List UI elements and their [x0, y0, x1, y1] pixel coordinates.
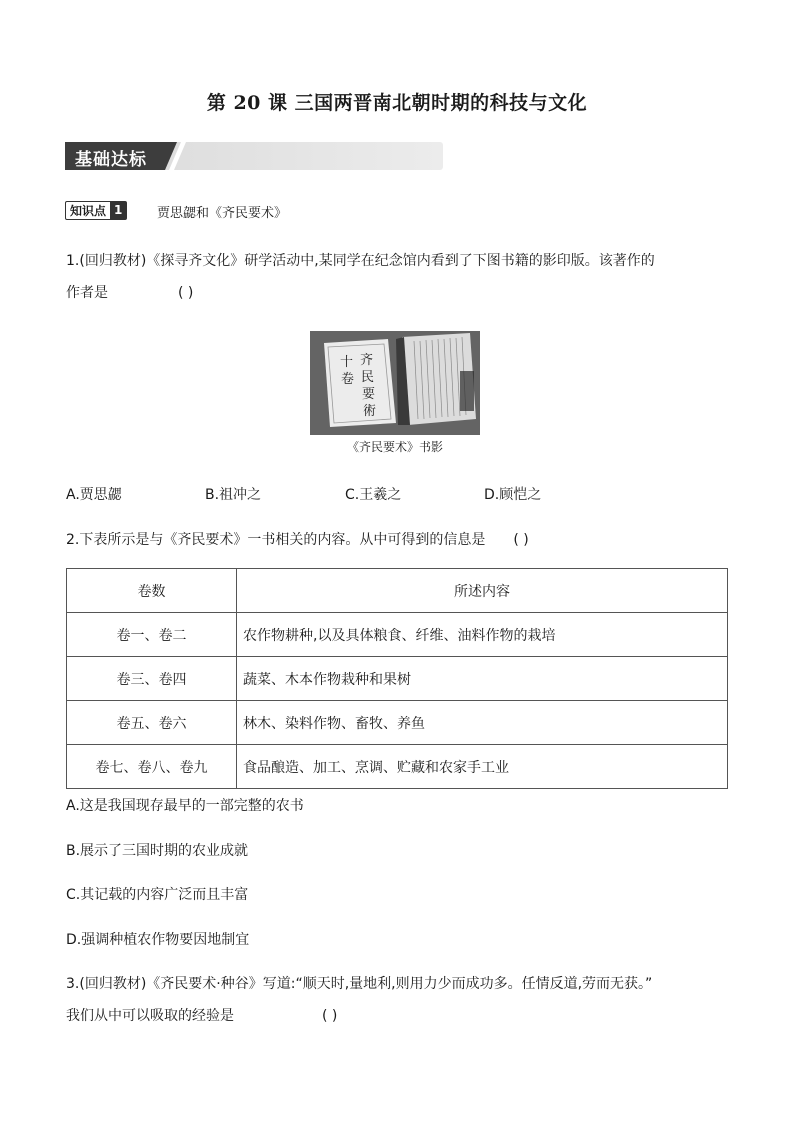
page-title: 第 20 课 三国两晋南北朝时期的科技与文化	[206, 92, 588, 114]
book-cover-char-2: 民	[361, 370, 375, 385]
knowledge-point-title: 贾思勰和《齐民要术》	[157, 206, 288, 221]
table-header-cell: 所述内容	[237, 569, 728, 613]
q2-option-c[interactable]: C.其记载的内容广泛而且丰富	[66, 887, 249, 903]
question-3-line2: 我们从中可以吸取的经验是	[66, 1008, 234, 1024]
q1-option-b[interactable]: B.祖冲之	[205, 487, 262, 503]
q2-option-a[interactable]: A.这是我国现存最早的一部完整的农书	[66, 798, 304, 814]
image-caption: 《齐民要术》书影	[346, 440, 443, 454]
table-cell: 卷七、卷八、卷九	[67, 745, 237, 789]
knowledge-point-badge	[65, 201, 127, 220]
knowledge-point-label: 知识点	[70, 204, 107, 218]
table-cell: 农作物耕种,以及具体粮食、纤维、油料作物的栽培	[237, 613, 728, 657]
table-header-cell: 卷数	[67, 569, 237, 613]
q1-option-a[interactable]: A.贾思勰	[66, 487, 122, 503]
table-cell: 蔬菜、木本作物栽种和果树	[237, 657, 728, 701]
book-side-char-2: 卷	[341, 372, 355, 387]
table-row	[67, 613, 728, 657]
question-3-line1: 3.(回归教材)《齐民要术·种谷》写道:“顺天时,量地利,则用力少而成功多。任情反道,劳而无获。”	[66, 976, 653, 992]
answer-blank-1[interactable]: ( )	[178, 285, 194, 301]
question-1	[66, 245, 736, 309]
book-cover-char-4: 術	[363, 404, 377, 419]
table-cell: 林木、染料作物、畜牧、养鱼	[237, 701, 728, 745]
q2-option-d[interactable]: D.强调种植农作物要因地制宜	[66, 932, 250, 948]
answer-blank-3[interactable]: ( )	[322, 1008, 338, 1024]
question-2	[66, 524, 736, 556]
question-1-line1: 1.(回归教材)《探寻齐文化》研学活动中,某同学在纪念馆内看到了下图书籍的影印版。该著作的	[66, 253, 655, 269]
question-3	[66, 968, 746, 1032]
book-cover-char-1: 齐	[360, 353, 374, 368]
book-cover-char-3: 要	[362, 387, 376, 402]
table-cell: 卷一、卷二	[67, 613, 237, 657]
knowledge-point-number: 1	[110, 202, 126, 219]
book-side-char-1: 十	[340, 355, 354, 370]
table-cell: 食品酿造、加工、烹调、贮藏和农家手工业	[237, 745, 728, 789]
table-row	[67, 745, 728, 789]
table-row	[67, 701, 728, 745]
q2-option-b[interactable]: B.展示了三国时期的农业成就	[66, 843, 249, 859]
table-header-row	[67, 569, 728, 613]
question-1-line2: 作者是	[66, 285, 108, 301]
table-row	[67, 657, 728, 701]
answer-blank-2[interactable]: ( )	[513, 532, 529, 548]
q1-option-c[interactable]: C.王羲之	[345, 487, 402, 503]
section-label: 基础达标	[75, 150, 147, 170]
table-cell: 卷五、卷六	[67, 701, 237, 745]
book-image	[310, 331, 480, 435]
q1-option-d[interactable]: D.顾恺之	[484, 487, 542, 503]
table-cell: 卷三、卷四	[67, 657, 237, 701]
question-2-text: 2.下表所示是与《齐民要术》一书相关的内容。从中可得到的信息是	[66, 532, 486, 548]
content-table	[66, 568, 728, 789]
